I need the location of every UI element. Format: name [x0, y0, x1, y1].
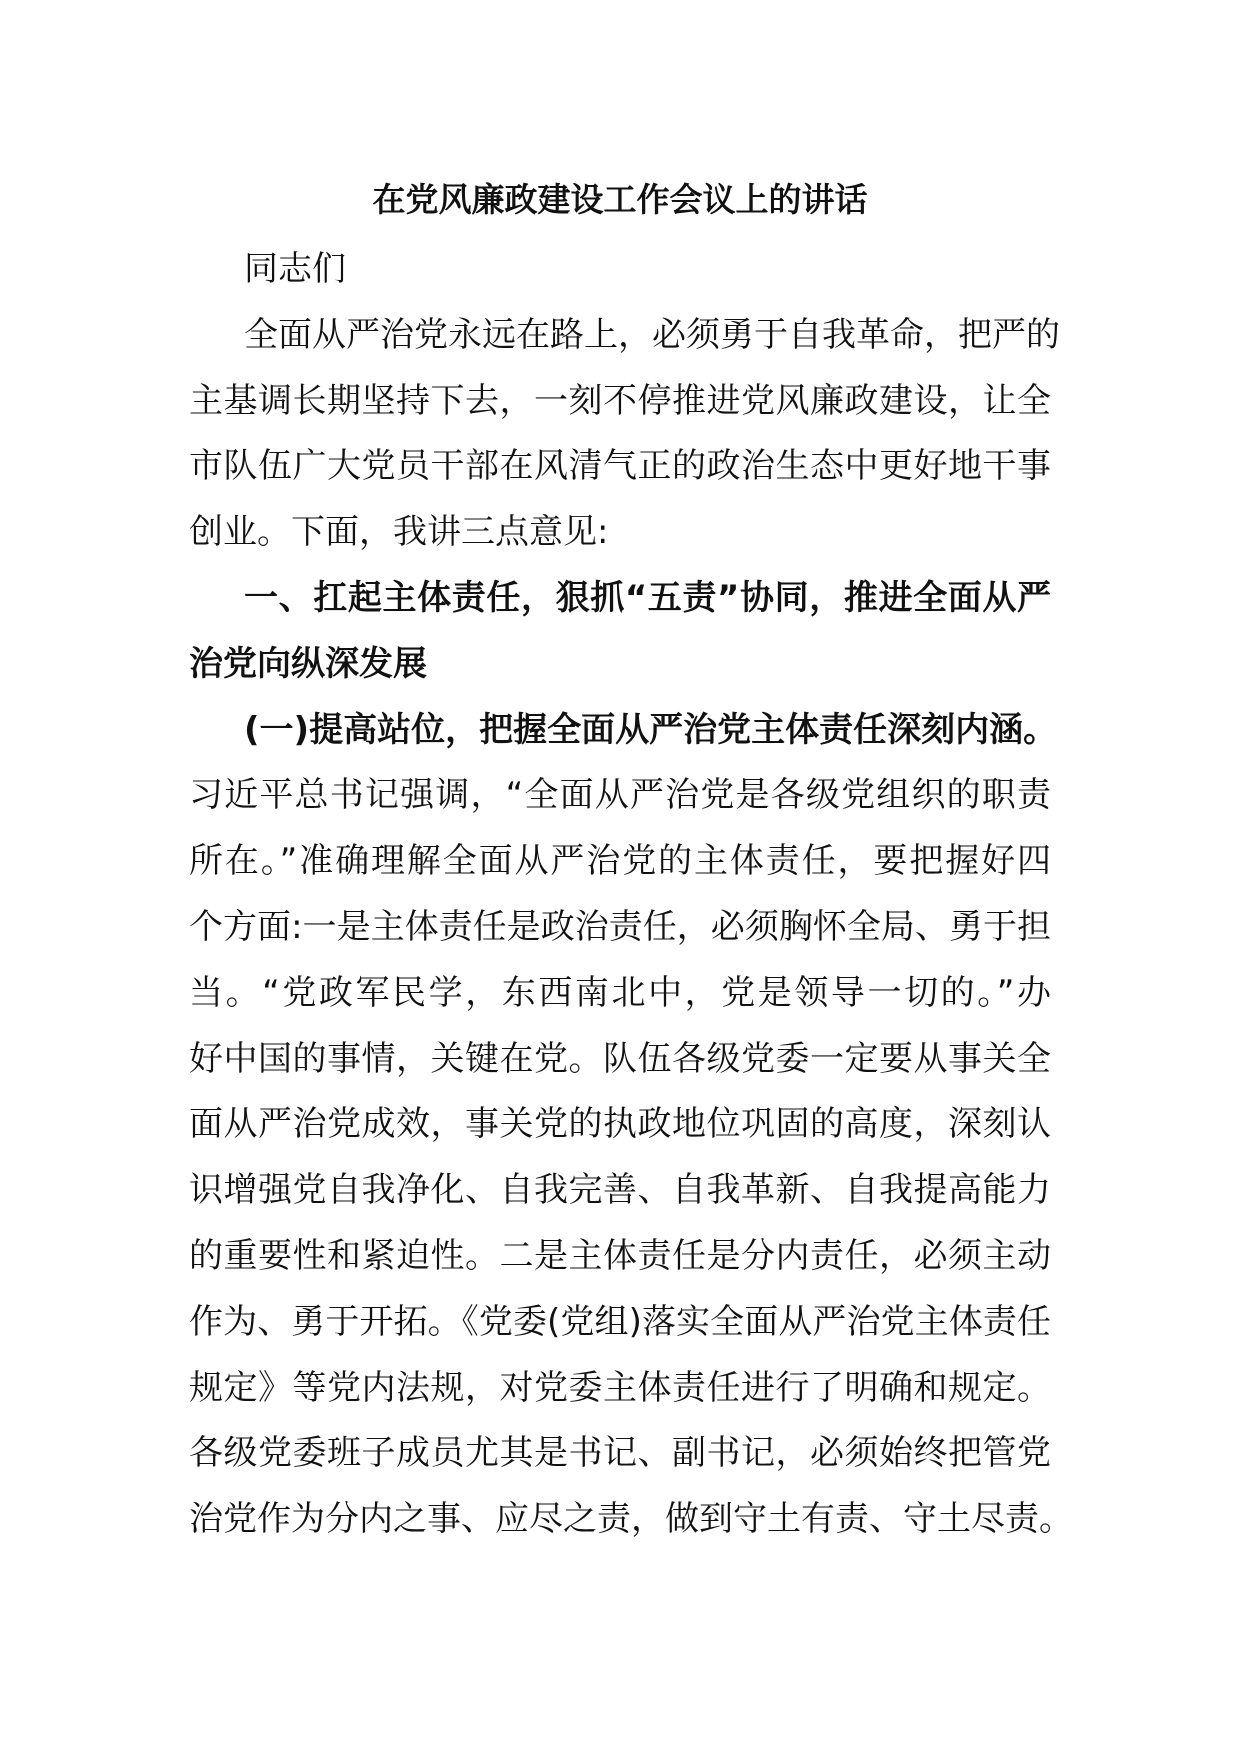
text-line: 习近平总书记强调，“全面从严治党是各级党组织的职责 [189, 775, 1051, 816]
paragraph [189, 237, 1051, 303]
text-line: 好中国的事情，关键在党。队伍各级党委一定要从事关全 [189, 1038, 1051, 1079]
text-line: 的重要性和紧迫性。二是主体责任是分内责任，必须主动 [189, 1235, 1051, 1276]
text-line: 全面从严治党永远在路上，必须勇于自我革命，把严的 [244, 314, 1060, 355]
text-line: (一)提高站位，把握全面从严治党主体责任深刻内涵。 [244, 709, 1058, 750]
text-line: 当。“党政军民学，东西南北中，党是领导一切的。”办 [189, 972, 1051, 1013]
paragraph [189, 303, 1060, 566]
text-line: 治党作为分内之事、应尽之责，做到守土有责、守土尽责。 [189, 1499, 1073, 1540]
document-title: 在党风廉政建设工作会议上的讲话 [372, 180, 868, 219]
section-heading [189, 566, 1051, 698]
text-line: 规定》等党内法规，对党委主体责任进行了明确和规定。 [189, 1367, 1051, 1408]
document-body [189, 237, 1073, 1553]
section-heading [189, 698, 1058, 764]
text-line: 识增强党自我净化、自我完善、自我革新、自我提高能力 [189, 1170, 1051, 1211]
text-line: 治党向纵深发展 [189, 643, 427, 684]
text-line: 创业。下面，我讲三点意见: [189, 512, 609, 553]
text-line: 主基调长期坚持下去，一刻不停推进党风廉政建设，让全 [189, 380, 1051, 421]
text-line: 一、扛起主体责任，狠抓“五责”协同，推进全面从严 [244, 577, 1051, 618]
text-line: 各级党委班子成员尤其是书记、副书记，必须始终把管党 [189, 1433, 1051, 1474]
text-line: 市队伍广大党员干部在风清气正的政治生态中更好地干事 [189, 446, 1051, 487]
text-line: 所在。”准确理解全面从严治党的主体责任，要把握好四 [189, 841, 1051, 882]
text-line: 同志们 [244, 249, 346, 289]
paragraph [189, 763, 1073, 1553]
text-line: 个方面:一是主体责任是政治责任，必须胸怀全局、勇于担 [189, 906, 1052, 947]
text-line: 面从严治党成效，事关党的执政地位巩固的高度，深刻认 [189, 1104, 1051, 1145]
text-line: 作为、勇于开拓。《党委(党组)落实全面从严治党主体责任 [189, 1301, 1051, 1342]
